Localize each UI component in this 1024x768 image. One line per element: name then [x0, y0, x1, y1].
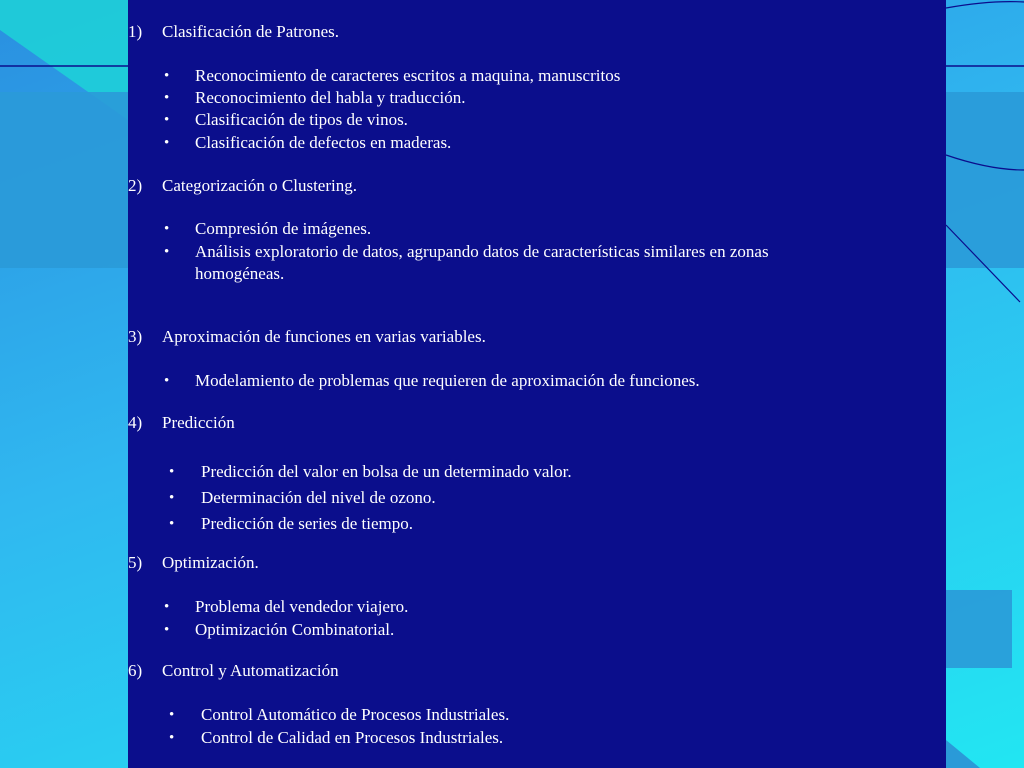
list-item: Reconocimiento de caracteres escritos a maquina, manuscritos: [195, 66, 621, 85]
list-item: Modelamiento de problemas que requieren de aproximación de funciones.: [195, 371, 700, 390]
bullet-icon: •: [164, 221, 170, 237]
list-item: Reconocimiento del habla y traducción.: [195, 88, 466, 107]
section-number: 2): [128, 176, 143, 195]
section-title: Clasificación de Patrones.: [162, 22, 340, 41]
bullet-icon: •: [169, 490, 175, 506]
list-item: Optimización Combinatorial.: [195, 620, 395, 639]
bullet-icon: •: [164, 112, 170, 128]
bullet-icon: •: [164, 244, 170, 260]
bullet-icon: •: [169, 464, 175, 480]
list-item: Determinación del nivel de ozono.: [201, 488, 436, 507]
section-title: Predicción: [162, 413, 235, 432]
bullet-icon: •: [169, 707, 175, 723]
section-title: Categorización o Clustering.: [162, 176, 357, 195]
list-item: Predicción del valor en bolsa de un determinado valor.: [201, 462, 572, 481]
section-title: Control y Automatización: [162, 661, 339, 680]
section-title: Optimización.: [162, 553, 259, 572]
bullet-icon: •: [164, 135, 170, 151]
list-item: Control de Calidad en Procesos Industriales.: [201, 728, 504, 747]
list-item: Clasificación de defectos en maderas.: [195, 133, 452, 152]
list-item: Problema del vendedor viajero.: [195, 597, 409, 616]
section-title: Aproximación de funciones en varias variables.: [162, 327, 486, 346]
list-item: Clasificación de tipos de vinos.: [195, 110, 408, 129]
bullet-icon: •: [164, 622, 170, 638]
bullet-icon: •: [164, 373, 170, 389]
slide-content-panel: [128, 0, 946, 768]
section-number: 3): [128, 327, 143, 346]
section-number: 1): [128, 22, 143, 41]
bullet-icon: •: [164, 68, 170, 84]
section-number: 4): [128, 413, 143, 432]
list-item: Control Automático de Procesos Industriales.: [201, 705, 510, 724]
section-number: 6): [128, 661, 143, 680]
section-number: 5): [128, 553, 143, 572]
bullet-icon: •: [164, 599, 170, 615]
bullet-icon: •: [169, 516, 175, 532]
list-item: Predicción de series de tiempo.: [201, 514, 413, 533]
list-item: Análisis exploratorio de datos, agrupando datos de características similares en zonas: [195, 242, 769, 261]
bullet-icon: •: [169, 730, 175, 746]
list-item-continuation: homogéneas.: [195, 264, 285, 283]
bullet-icon: •: [164, 90, 170, 106]
list-item: Compresión de imágenes.: [195, 219, 372, 238]
